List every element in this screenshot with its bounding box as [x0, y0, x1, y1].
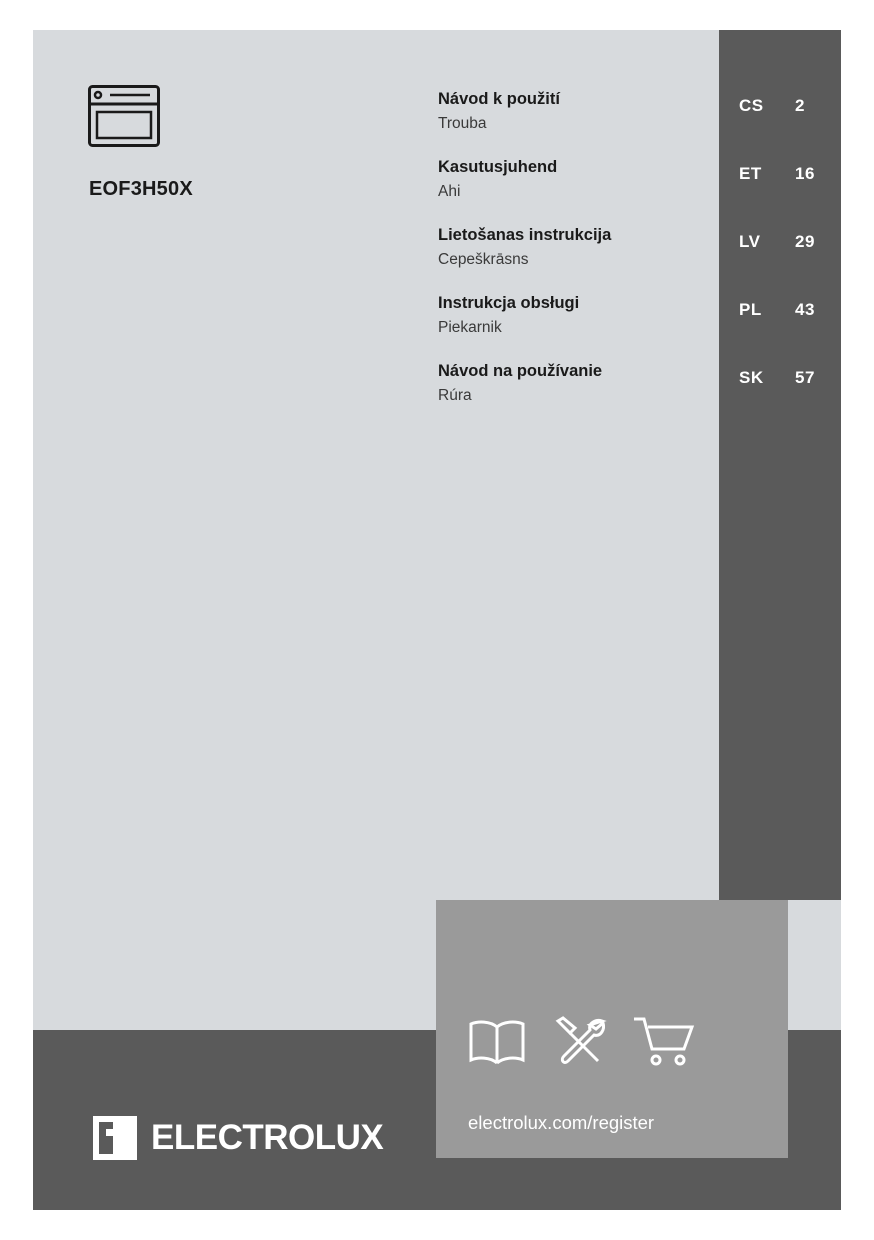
manual-subtitle: Rúra	[438, 386, 472, 404]
language-code: SK	[739, 368, 764, 387]
tools-icon	[550, 1015, 610, 1072]
manual-subtitle: Cepeškrāsns	[438, 250, 529, 268]
oven-icon	[88, 85, 160, 147]
language-page-number: 16	[795, 164, 815, 183]
language-page-number: 2	[795, 96, 805, 115]
brand-name: ELECTROLUX	[151, 1118, 384, 1157]
language-page-number: 43	[795, 300, 815, 319]
manual-entry	[438, 90, 738, 133]
manual-entry	[438, 294, 738, 337]
manual-title: Lietošanas instrukcija	[438, 226, 612, 244]
manual-subtitle: Piekarnik	[438, 318, 502, 336]
language-page-number: 57	[795, 368, 815, 387]
shopping-cart-icon	[632, 1015, 698, 1072]
register-panel[interactable]	[436, 900, 788, 1158]
register-icon-group	[466, 1015, 698, 1072]
manual-title: Instrukcja obsługi	[438, 294, 580, 312]
language-code: ET	[739, 164, 762, 183]
manual-title: Návod na používanie	[438, 362, 603, 380]
manual-entry	[438, 362, 738, 405]
book-icon	[466, 1015, 528, 1072]
manual-title: Návod k použití	[438, 90, 560, 108]
register-url[interactable]: electrolux.com/register	[468, 1112, 655, 1133]
manual-title: Kasutusjuhend	[438, 158, 558, 176]
manual-entry	[438, 158, 738, 201]
language-code: PL	[739, 300, 762, 319]
product-model: EOF3H50X	[89, 178, 193, 200]
cover-page	[33, 30, 841, 1210]
electrolux-logo-icon	[93, 1116, 137, 1160]
manual-subtitle: Ahi	[438, 182, 461, 200]
language-code: LV	[739, 232, 761, 251]
brand-logo	[93, 1116, 383, 1160]
language-code: CS	[739, 96, 764, 115]
manual-subtitle: Trouba	[438, 114, 487, 132]
manual-entry	[438, 226, 738, 269]
language-page-number: 29	[795, 232, 815, 251]
